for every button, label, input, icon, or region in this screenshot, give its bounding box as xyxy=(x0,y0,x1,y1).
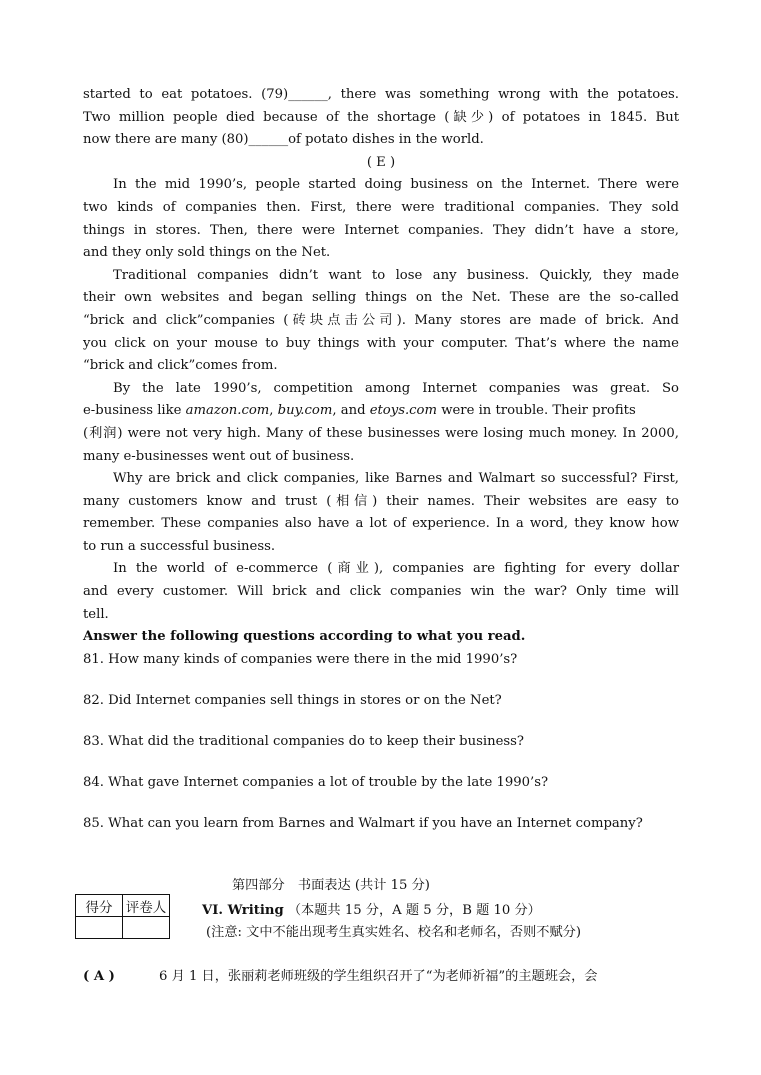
passage-line: started to eat potatoes. (79)______, there was something wrong with the potatoes. xyxy=(83,87,679,102)
website-name: buy.com xyxy=(277,403,333,419)
passage-line: Two million people died because of the shortage (缺少) of potatoes in 1845. But xyxy=(83,109,679,125)
score-label: 得分 xyxy=(76,895,123,917)
passage-line: In the mid 1990’s, people started doing business on the Internet. There were xyxy=(113,177,679,193)
questions-instruction: Answer the following questions according to what you read. xyxy=(83,629,526,645)
passage-line: In the world of e-commerce (商业), companies are fighting for every dollar xyxy=(113,561,679,577)
passage-line: “brick and click”companies (砖块点击公司). Many stores are made of brick. And xyxy=(83,312,679,328)
part-a-label: ( A ) xyxy=(83,969,115,984)
part-a xyxy=(83,966,597,988)
question-82: 82. Did Internet companies sell things in stores or on the Net? xyxy=(83,692,502,708)
website-name: amazon.com xyxy=(185,403,270,419)
passage-line: and every customer. Will brick and click companies win the war? Only time will xyxy=(83,584,679,600)
part4-heading: 第四部分 书面表达 (共计 15 分) xyxy=(232,878,430,893)
website-name: etoys.com xyxy=(369,403,437,419)
question-81: 81. How many kinds of companies were there in the mid 1990’s? xyxy=(83,651,518,667)
score-cell[interactable] xyxy=(76,917,123,939)
writing-notice: (注意: 文中不能出现考生真实姓名、校名和老师名，否则不赋分) xyxy=(206,925,581,940)
writing-note: （本题共 15 分，A 题 5 分，B 题 10 分） xyxy=(287,903,541,918)
passage-line: remember. These companies also have a lot of experience. In a word, they know how xyxy=(83,516,679,532)
grader-cell[interactable] xyxy=(123,917,170,939)
passage-line: By the late 1990’s, competition among Internet companies was great. So xyxy=(113,380,679,396)
passage-line: their own websites and began selling things on the Net. These are the so-called xyxy=(83,290,679,306)
passage-line: tell. xyxy=(83,606,109,622)
writing-title: VI. Writing xyxy=(202,903,284,918)
question-85: 85. What can you learn from Barnes and Walmart if you have an Internet company? xyxy=(83,815,643,831)
passage-line: you click on your mouse to buy things with your computer. That’s where the name xyxy=(83,335,679,351)
question-84: 84. What gave Internet companies a lot of trouble by the late 1990’s? xyxy=(83,774,549,790)
text-fragment: were in trouble. Their profits xyxy=(437,403,636,419)
grader-label: 评卷人 xyxy=(123,895,170,917)
passage-line: now there are many (80)______of potato dishes in the world. xyxy=(83,132,484,148)
text-fragment: , xyxy=(269,403,278,419)
passage-line: things in stores. Then, there were Internet companies. They didn’t have a store, xyxy=(83,222,679,238)
text-fragment: , and xyxy=(332,403,370,419)
passage-line xyxy=(83,400,679,423)
passage-line: “brick and click”comes from. xyxy=(83,358,278,374)
passage-line: two kinds of companies then. First, there were traditional companies. They sold xyxy=(83,199,679,215)
passage-line: (利润) were not very high. Many of these businesses were losing much money. In 2000, xyxy=(83,425,679,441)
passage-e-label: ( E ) xyxy=(366,154,396,170)
exam-page xyxy=(83,84,679,854)
passage-line: and they only sold things on the Net. xyxy=(83,245,331,261)
writing-heading xyxy=(202,900,541,921)
passage-line: Traditional companies didn’t want to lose any business. Quickly, they made xyxy=(113,267,679,283)
question-83: 83. What did the traditional companies do to keep their business? xyxy=(83,733,524,749)
passage-line: many customers know and trust (相信) their names. Their websites are easy to xyxy=(83,493,679,509)
score-table xyxy=(75,894,170,939)
part-a-text: 6 月 1 日，张丽莉老师班级的学生组织召开了“为老师祈福”的主题班会，会 xyxy=(159,969,598,984)
passage-line: to run a successful business. xyxy=(83,538,276,554)
passage-line: many e-businesses went out of business. xyxy=(83,448,355,464)
passage-line: Why are brick and click companies, like Barnes and Walmart so successful? First, xyxy=(113,471,679,487)
text-fragment: e-business like xyxy=(83,403,186,419)
